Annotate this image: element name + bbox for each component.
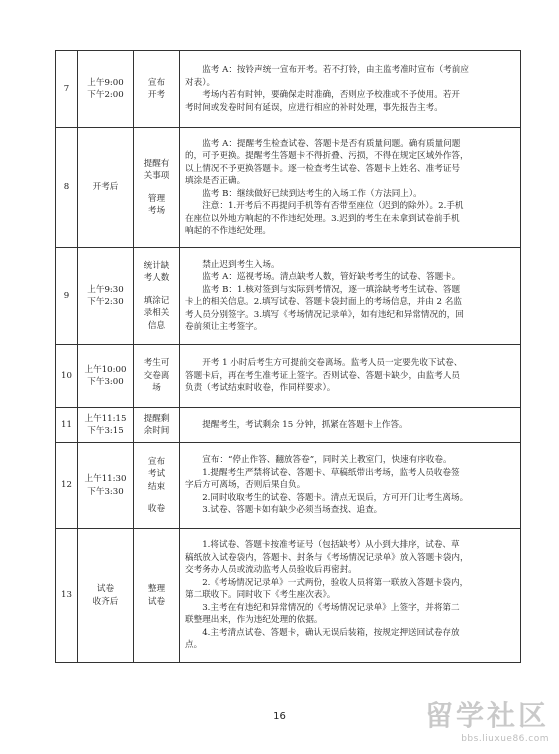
table-row	[56, 408, 521, 443]
content-line: 4.主考清点试卷、答题卡，确认无误后装箱，按规定押送回试卷存放	[185, 627, 460, 638]
time-line: 上午10:00	[84, 364, 127, 375]
time-cell	[78, 408, 134, 443]
time-line: 下午3:15	[87, 426, 124, 436]
time-line: 下午3:30	[87, 486, 124, 497]
time-line: 下午3:00	[87, 377, 124, 387]
table-row	[56, 443, 521, 529]
content-line: 提醒考生，考试剩余 15 分钟，抓紧在答题卡上作答。	[185, 419, 408, 430]
content-line: 稿纸放入试卷袋内，答题卡、封条与《考场情况记录单》放入答题卡袋内，	[185, 552, 469, 563]
time-cell	[78, 529, 134, 663]
item-line: 填涂记	[143, 295, 170, 306]
content-line: 点。	[185, 640, 203, 651]
content-line: 考时间或发卷时间有延误，应进行相应的补时处理，事先报告主考。	[185, 102, 443, 113]
time-cell	[78, 345, 134, 408]
content-cell	[180, 248, 521, 345]
item-cell	[134, 248, 180, 345]
content-cell	[180, 408, 521, 443]
content-line: 3.试卷、答题卡如有缺少必须当场查找、追查。	[185, 505, 383, 516]
time-line: 上午9:30	[87, 284, 124, 295]
content-cell	[180, 529, 521, 663]
content-line: 考人员分别签字。3.填写《考场情况记录单》，如有违纪和异常情况的，回	[185, 309, 464, 320]
row-number: 12	[56, 443, 78, 529]
content-line: 对表）。	[185, 77, 216, 88]
content-line: 1.将试卷、答题卡按准考证号（包括缺考）从小到大排序，试卷、草	[185, 540, 460, 551]
item-line: 考场	[147, 206, 166, 216]
item-line: 管理	[147, 193, 166, 204]
content-line: 监考 B：1.核对签到与实际到考情况，逐一填涂缺考考生试卷、答题	[185, 284, 461, 295]
page-number: 16	[273, 711, 286, 722]
item-line: 信息	[147, 320, 166, 331]
table-row	[56, 51, 521, 128]
content-line: 监考 A：提醒考生检查试卷、答题卡是否有质量问题。确有质量问题	[185, 138, 461, 149]
content-line: 卡上的相关信息。2.填写试卷、答题卡袋封面上的考场信息，并由 2 名监	[185, 297, 462, 307]
time-line: 上午11:15	[84, 413, 127, 424]
content-line: 监考 B：继续做好已续到达考生的入场工作（方法同上）。	[185, 188, 422, 199]
item-line: 录相关	[143, 308, 170, 319]
content-line: 负责（考试结束时收卷，作同样要求）。	[185, 383, 336, 394]
item-line: 提醒有	[143, 158, 170, 169]
content-line: 监考 A：巡视考场。清点缺考人数，管好缺考考生的试卷、答题卡。	[185, 272, 461, 282]
watermark-url: bbs.liuxue86.com	[461, 734, 549, 744]
content-line: 填涂是否正确。	[185, 176, 246, 186]
item-line: 结束	[147, 481, 166, 492]
content-cell	[180, 443, 521, 529]
time-cell	[78, 248, 134, 345]
item-line: 考生可	[143, 358, 170, 369]
content-line: 3.主考在有违纪和异常情况的《考场情况记录单》上签字，并将第二	[185, 602, 460, 613]
time-line: 试卷	[96, 584, 115, 594]
item-line: 整理	[147, 584, 166, 594]
content-line: 2.同时收取考生的试卷、答题卡。清点无误后，方可开门让考生离场。	[185, 492, 469, 503]
item-line: 开考	[147, 90, 166, 100]
content-line: 卷前须让主考签字。	[185, 322, 263, 332]
row-number: 7	[56, 51, 78, 128]
item-cell	[134, 529, 180, 663]
table-row	[56, 529, 521, 663]
row-number: 10	[56, 345, 78, 408]
item-line: 统计缺	[143, 260, 170, 271]
item-line: 宣布	[147, 456, 166, 467]
content-cell	[180, 345, 521, 408]
row-number: 11	[56, 408, 78, 443]
content-line: 2.《考场情况记录单》一式两份，验收人员将第一联放入答题卡袋内，	[185, 577, 469, 588]
item-cell	[134, 345, 180, 408]
item-line: 余时间	[143, 426, 170, 436]
time-cell	[78, 51, 134, 128]
time-line: 下午2:00	[87, 90, 124, 100]
content-line: 考场内若有时钟，要确保走时准确，否则应予校准或不予使用。若开	[185, 90, 461, 100]
item-line: 试卷	[147, 596, 166, 607]
content-line: 联整理出来，作为违纪处理的依据。	[185, 615, 323, 626]
time-line: 收齐后	[92, 596, 119, 607]
time-line: 下午2:30	[87, 297, 124, 307]
item-line: 收卷	[147, 504, 166, 514]
table-row	[56, 128, 521, 248]
content-line: 答题卡后，再在考生准考证上签字。否则试卷、答题卡缺少，由监考人员	[185, 370, 461, 381]
content-line: 注意：1.开考后不再提问手机等有否带至座位（迟到的除外）。2.手机	[185, 201, 464, 211]
item-line: 交卷离	[143, 370, 170, 381]
item-line: 场	[152, 383, 161, 394]
content-line: 开考 1 小时后考生方可提前交卷离场。监考人员一定要先收下试卷、	[185, 358, 463, 369]
content-line: 交考务办人员或流动监考人员验收后再密封。	[185, 565, 357, 576]
item-line: 关事项	[143, 171, 170, 181]
content-cell	[180, 128, 521, 248]
row-number: 9	[56, 248, 78, 345]
row-number: 13	[56, 529, 78, 663]
schedule-table	[55, 50, 521, 663]
content-line: 宣布：“停止作答、翻放答卷”，同时关上教室门，快速有序收卷。	[185, 455, 452, 466]
watermark-title: 留学社区	[424, 699, 549, 732]
item-line: 宣布	[147, 77, 166, 88]
time-cell	[78, 443, 134, 529]
item-cell	[134, 443, 180, 529]
time-line: 上午9:00	[87, 77, 124, 88]
content-line: 1.提醒考生严禁将试卷、答题卡、草稿纸带出考场，监考人员收卷签	[185, 467, 460, 478]
content-cell	[180, 51, 521, 128]
content-line: 以上情况不予更换答题卡。逐一检查考生试卷、答题卡上姓名、准考证号	[185, 163, 461, 174]
content-line: 响起的不作违纪处理。	[185, 226, 271, 236]
content-line: 字后方可离场，否则后果自负。	[185, 480, 306, 491]
row-number: 8	[56, 128, 78, 248]
content-line: 禁止迟到考生入场。	[185, 259, 280, 270]
watermark-logo	[389, 699, 549, 749]
content-line: 监考 A：按铃声统一宣布开考。若不打铃，由主监考准时宣布（考前应	[185, 65, 469, 75]
content-line: 在座位以外地方响起的不作违纪处理。3.迟到的考生在未拿到试卷前手机	[185, 213, 460, 224]
table-row	[56, 345, 521, 408]
item-line: 考试	[147, 469, 166, 479]
item-cell	[134, 51, 180, 128]
time-line: 上午11:30	[84, 474, 127, 484]
item-line: 考人数	[143, 273, 170, 284]
time-line: 开考后	[92, 182, 119, 193]
item-cell	[134, 408, 180, 443]
item-cell	[134, 128, 180, 248]
content-line: 第二联收下。同时收下《考生座次表》。	[185, 590, 336, 601]
item-line: 提醒剩	[143, 413, 170, 424]
table-row	[56, 248, 521, 345]
time-cell	[78, 128, 134, 248]
content-line: 的，可予更换。提醒考生答题卡不得折叠、污损，不得在规定区域外作答，	[185, 151, 469, 161]
